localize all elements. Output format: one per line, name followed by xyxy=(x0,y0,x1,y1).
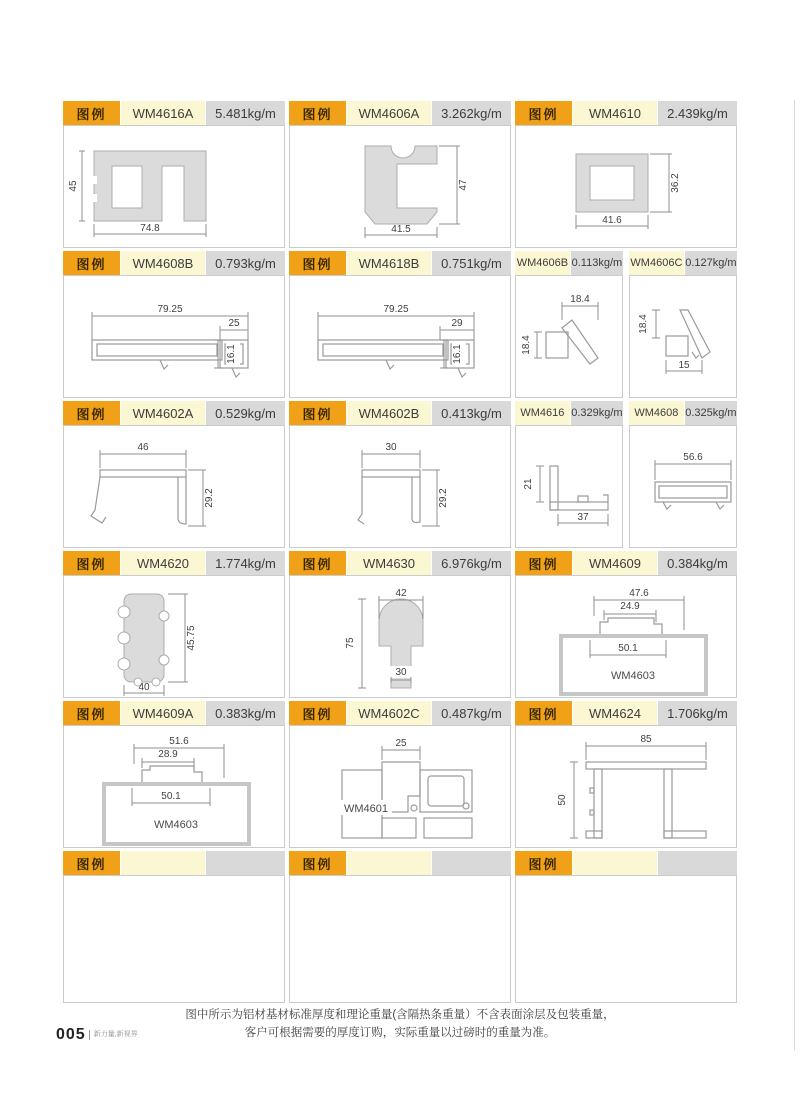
dim-label: 15 xyxy=(678,360,690,371)
dim-label: 24.9 xyxy=(620,601,640,612)
dimension-line xyxy=(134,744,224,778)
dim-label: 18.4 xyxy=(570,294,590,305)
table-row-3 xyxy=(63,401,738,548)
dim-label: 45 xyxy=(68,180,79,192)
profile-drawing-pair xyxy=(515,425,737,548)
legend-cell: 图例 xyxy=(63,701,120,725)
profile-shape xyxy=(362,470,420,477)
model-cell: WM4630 xyxy=(347,551,431,575)
dimension-line xyxy=(439,146,460,224)
legend-cell: 图例 xyxy=(289,101,346,125)
profile-shape xyxy=(94,151,206,221)
weight-cell: 0.751kg/m xyxy=(432,251,511,275)
dim-label: 50 xyxy=(557,794,568,806)
dimension-line xyxy=(570,762,578,838)
dim-label: 29.2 xyxy=(204,488,215,508)
profile-shape xyxy=(365,146,437,224)
legend-cell: 图例 xyxy=(515,701,572,725)
model-cell: WM4624 xyxy=(573,701,657,725)
profile-svg-wm4618b xyxy=(290,276,510,397)
dimension-line xyxy=(655,460,731,480)
profile-drawing xyxy=(63,425,285,548)
model-cell: WM4610 xyxy=(573,101,657,125)
legend-cell: 图例 xyxy=(515,551,572,575)
table-row-4 xyxy=(63,551,738,698)
profile-svg-wm4606b xyxy=(516,276,622,397)
profile-drawing xyxy=(63,575,285,698)
dim-label: 79.25 xyxy=(383,304,409,315)
cell-wm4620 xyxy=(63,551,285,698)
page-number-block xyxy=(56,1026,138,1044)
profile-drawing xyxy=(515,425,623,548)
profile-svg-wm4602a xyxy=(64,426,284,547)
weight-cell: 0.487kg/m xyxy=(432,701,511,725)
weight-cell: 2.439kg/m xyxy=(658,101,737,125)
weight-cell: 3.262kg/m xyxy=(432,101,511,125)
profile-svg-wm4606a xyxy=(290,126,510,247)
weight-cell: 0.113kg/m xyxy=(571,251,623,275)
profile-shape xyxy=(655,482,731,502)
model-cell: WM4618B xyxy=(347,251,431,275)
dim-label: 51.6 xyxy=(169,736,189,747)
weight-cell xyxy=(206,851,285,875)
dim-label: 47.6 xyxy=(629,588,649,599)
profile-drawing xyxy=(289,125,511,248)
dim-label: 16.1 xyxy=(452,344,463,364)
page-edge-rule xyxy=(794,100,795,1050)
model-cell: WM4608B xyxy=(121,251,205,275)
dimension-line xyxy=(92,312,248,340)
footer-note-line2: 客户可根据需要的厚度订购，实际重量以过磅时的重量为准。 xyxy=(244,1026,556,1039)
weight-cell: 1.706kg/m xyxy=(658,701,737,725)
cell-wm4602a xyxy=(63,401,285,548)
weight-cell xyxy=(432,851,511,875)
profile-svg-wm4602c xyxy=(290,726,510,847)
dim-label: 30 xyxy=(395,667,407,678)
table-row-5 xyxy=(63,701,738,848)
cell-wm4602c xyxy=(289,701,511,848)
profile-shape xyxy=(546,332,568,358)
dim-label: 75 xyxy=(345,637,356,649)
dim-label: 46 xyxy=(137,442,149,453)
dim-label: 74.8 xyxy=(140,223,160,234)
legend-cell: 图例 xyxy=(63,401,120,425)
weight-cell xyxy=(658,851,737,875)
profile-drawing xyxy=(63,725,285,848)
dim-label: 21 xyxy=(523,478,534,490)
table-row-1 xyxy=(63,101,738,248)
cell-empty-2 xyxy=(289,851,511,1003)
inner-model-label: WM4601 xyxy=(343,803,389,815)
weight-cell: 1.774kg/m xyxy=(206,551,285,575)
cell-wm4606a xyxy=(289,101,511,248)
dim-label: 18.4 xyxy=(638,314,649,334)
legend-cell: 图例 xyxy=(515,851,572,875)
profile-drawing xyxy=(289,725,511,848)
profile-drawing xyxy=(63,275,285,398)
legend-cell: 图例 xyxy=(289,251,346,275)
legend-cell: 图例 xyxy=(515,101,572,125)
profile-svg-wm4610 xyxy=(516,126,736,247)
weight-cell: 0.383kg/m xyxy=(206,701,285,725)
profile-svg-wm4630 xyxy=(290,576,510,697)
dim-label: 30 xyxy=(385,442,397,453)
profile-shape xyxy=(586,762,706,769)
cell-wm4616a xyxy=(63,101,285,248)
dim-label: 18.4 xyxy=(521,335,532,355)
profile-svg-wm4609 xyxy=(516,576,736,697)
cell-wm4606b-wm4606c xyxy=(515,251,737,398)
cell-wm4602b xyxy=(289,401,511,548)
profile-drawing-pair xyxy=(515,275,737,398)
legend-cell: 图例 xyxy=(63,551,120,575)
dim-label: 29.2 xyxy=(438,488,449,508)
dim-label: 16.1 xyxy=(226,344,237,364)
dimension-line xyxy=(650,154,672,212)
dim-label: 42 xyxy=(395,588,407,599)
profile-svg-wm4606c xyxy=(630,276,736,397)
profile-shape xyxy=(100,470,186,477)
dimension-line xyxy=(358,599,366,688)
model-cell: WM4608 xyxy=(629,401,684,425)
dim-label: 28.9 xyxy=(158,749,178,760)
page-tagline: 新力量,新视界 xyxy=(89,1030,138,1040)
dimension-line xyxy=(79,151,85,221)
cell-wm4609a xyxy=(63,701,285,848)
profile-shape xyxy=(550,466,558,510)
profile-drawing xyxy=(629,425,737,548)
cell-empty-3 xyxy=(515,851,737,1003)
profile-drawing xyxy=(289,425,511,548)
dim-label: 47 xyxy=(458,179,469,191)
cell-wm4630 xyxy=(289,551,511,698)
empty-drawing-area xyxy=(63,875,285,1003)
model-cell: WM4609 xyxy=(573,551,657,575)
profile-svg-wm4609a xyxy=(64,726,284,847)
dim-label: 37 xyxy=(577,512,589,523)
profile-drawing xyxy=(63,125,285,248)
model-cell: WM4602B xyxy=(347,401,431,425)
profile-svg-wm4608 xyxy=(630,426,736,547)
profile-table xyxy=(63,101,738,1006)
weight-cell: 0.127kg/m xyxy=(685,251,737,275)
profile-shape xyxy=(318,340,448,360)
profile-drawing xyxy=(289,575,511,698)
profile-svg-wm4616a xyxy=(64,126,284,247)
cell-empty-1 xyxy=(63,851,285,1003)
weight-cell: 0.384kg/m xyxy=(658,551,737,575)
inner-model-label: WM4603 xyxy=(610,670,656,682)
dim-label: 79.25 xyxy=(157,304,183,315)
dim-label: 40 xyxy=(138,682,150,693)
empty-drawing-area xyxy=(515,875,737,1003)
profile-svg-wm4608b xyxy=(64,276,284,397)
dim-label: 36.2 xyxy=(670,173,681,193)
dim-label: 25 xyxy=(395,738,407,749)
empty-drawing-area xyxy=(289,875,511,1003)
legend-cell: 图例 xyxy=(289,851,346,875)
model-cell xyxy=(347,851,431,875)
dimension-line xyxy=(534,332,542,358)
cell-wm4608b xyxy=(63,251,285,398)
cell-wm4616-wm4608 xyxy=(515,401,737,548)
profile-drawing xyxy=(515,125,737,248)
profile-drawing xyxy=(629,275,737,398)
profile-svg-wm4624 xyxy=(516,726,736,847)
profile-shape xyxy=(92,340,222,360)
dim-label: 45.75 xyxy=(186,625,197,651)
page-number: 005 xyxy=(56,1026,86,1043)
model-cell: WM4616A xyxy=(121,101,205,125)
model-cell: WM4606B xyxy=(515,251,570,275)
profile-svg-wm4620 xyxy=(64,576,284,697)
weight-cell: 0.325kg/m xyxy=(685,401,737,425)
profile-svg-wm4602b xyxy=(290,426,510,547)
profile-svg-wm4616 xyxy=(516,426,622,547)
cell-wm4609 xyxy=(515,551,737,698)
table-row-2 xyxy=(63,251,738,398)
legend-cell: 图例 xyxy=(63,851,120,875)
model-cell: WM4602A xyxy=(121,401,205,425)
weight-cell: 6.976kg/m xyxy=(432,551,511,575)
dim-label: 29 xyxy=(451,318,463,329)
legend-cell: 图例 xyxy=(289,551,346,575)
cell-wm4618b xyxy=(289,251,511,398)
weight-cell: 0.329kg/m xyxy=(571,401,623,425)
profile-drawing xyxy=(515,275,623,398)
dimension-line xyxy=(536,466,544,502)
profile-drawing xyxy=(515,725,737,848)
dim-label: 56.6 xyxy=(683,452,703,463)
model-cell xyxy=(121,851,205,875)
dim-label: 50.1 xyxy=(161,791,181,802)
model-cell: WM4609A xyxy=(121,701,205,725)
weight-cell: 5.481kg/m xyxy=(206,101,285,125)
dim-label: 25 xyxy=(228,318,240,329)
legend-cell: 图例 xyxy=(63,101,120,125)
footer-note-line1: 图中所示为铝材基材标准厚度和理论重量(含隔热条重量）不含表面涂层及包装重量， xyxy=(185,1009,615,1021)
cell-wm4624 xyxy=(515,701,737,848)
legend-cell: 图例 xyxy=(63,251,120,275)
model-cell: WM4602C xyxy=(347,701,431,725)
legend-cell: 图例 xyxy=(289,701,346,725)
dim-label: 41.5 xyxy=(391,224,411,235)
weight-cell: 0.793kg/m xyxy=(206,251,285,275)
weight-cell: 0.529kg/m xyxy=(206,401,285,425)
model-cell: WM4616 xyxy=(515,401,570,425)
profile-drawing xyxy=(289,275,511,398)
profile-shape xyxy=(680,310,710,358)
dim-label: 85 xyxy=(640,734,652,745)
cell-wm4610 xyxy=(515,101,737,248)
weight-cell: 0.413kg/m xyxy=(432,401,511,425)
model-cell: WM4606C xyxy=(629,251,684,275)
dim-label: 41.6 xyxy=(602,215,622,226)
model-cell xyxy=(573,851,657,875)
profile-shape xyxy=(576,154,648,212)
dim-label: 50.1 xyxy=(618,643,638,654)
legend-cell: 图例 xyxy=(289,401,346,425)
table-row-6 xyxy=(63,851,738,1003)
model-cell: WM4620 xyxy=(121,551,205,575)
model-cell: WM4606A xyxy=(347,101,431,125)
profile-drawing xyxy=(515,575,737,698)
dimension-line xyxy=(168,594,188,682)
dimension-line xyxy=(652,310,660,338)
inner-model-label: WM4603 xyxy=(153,819,199,831)
